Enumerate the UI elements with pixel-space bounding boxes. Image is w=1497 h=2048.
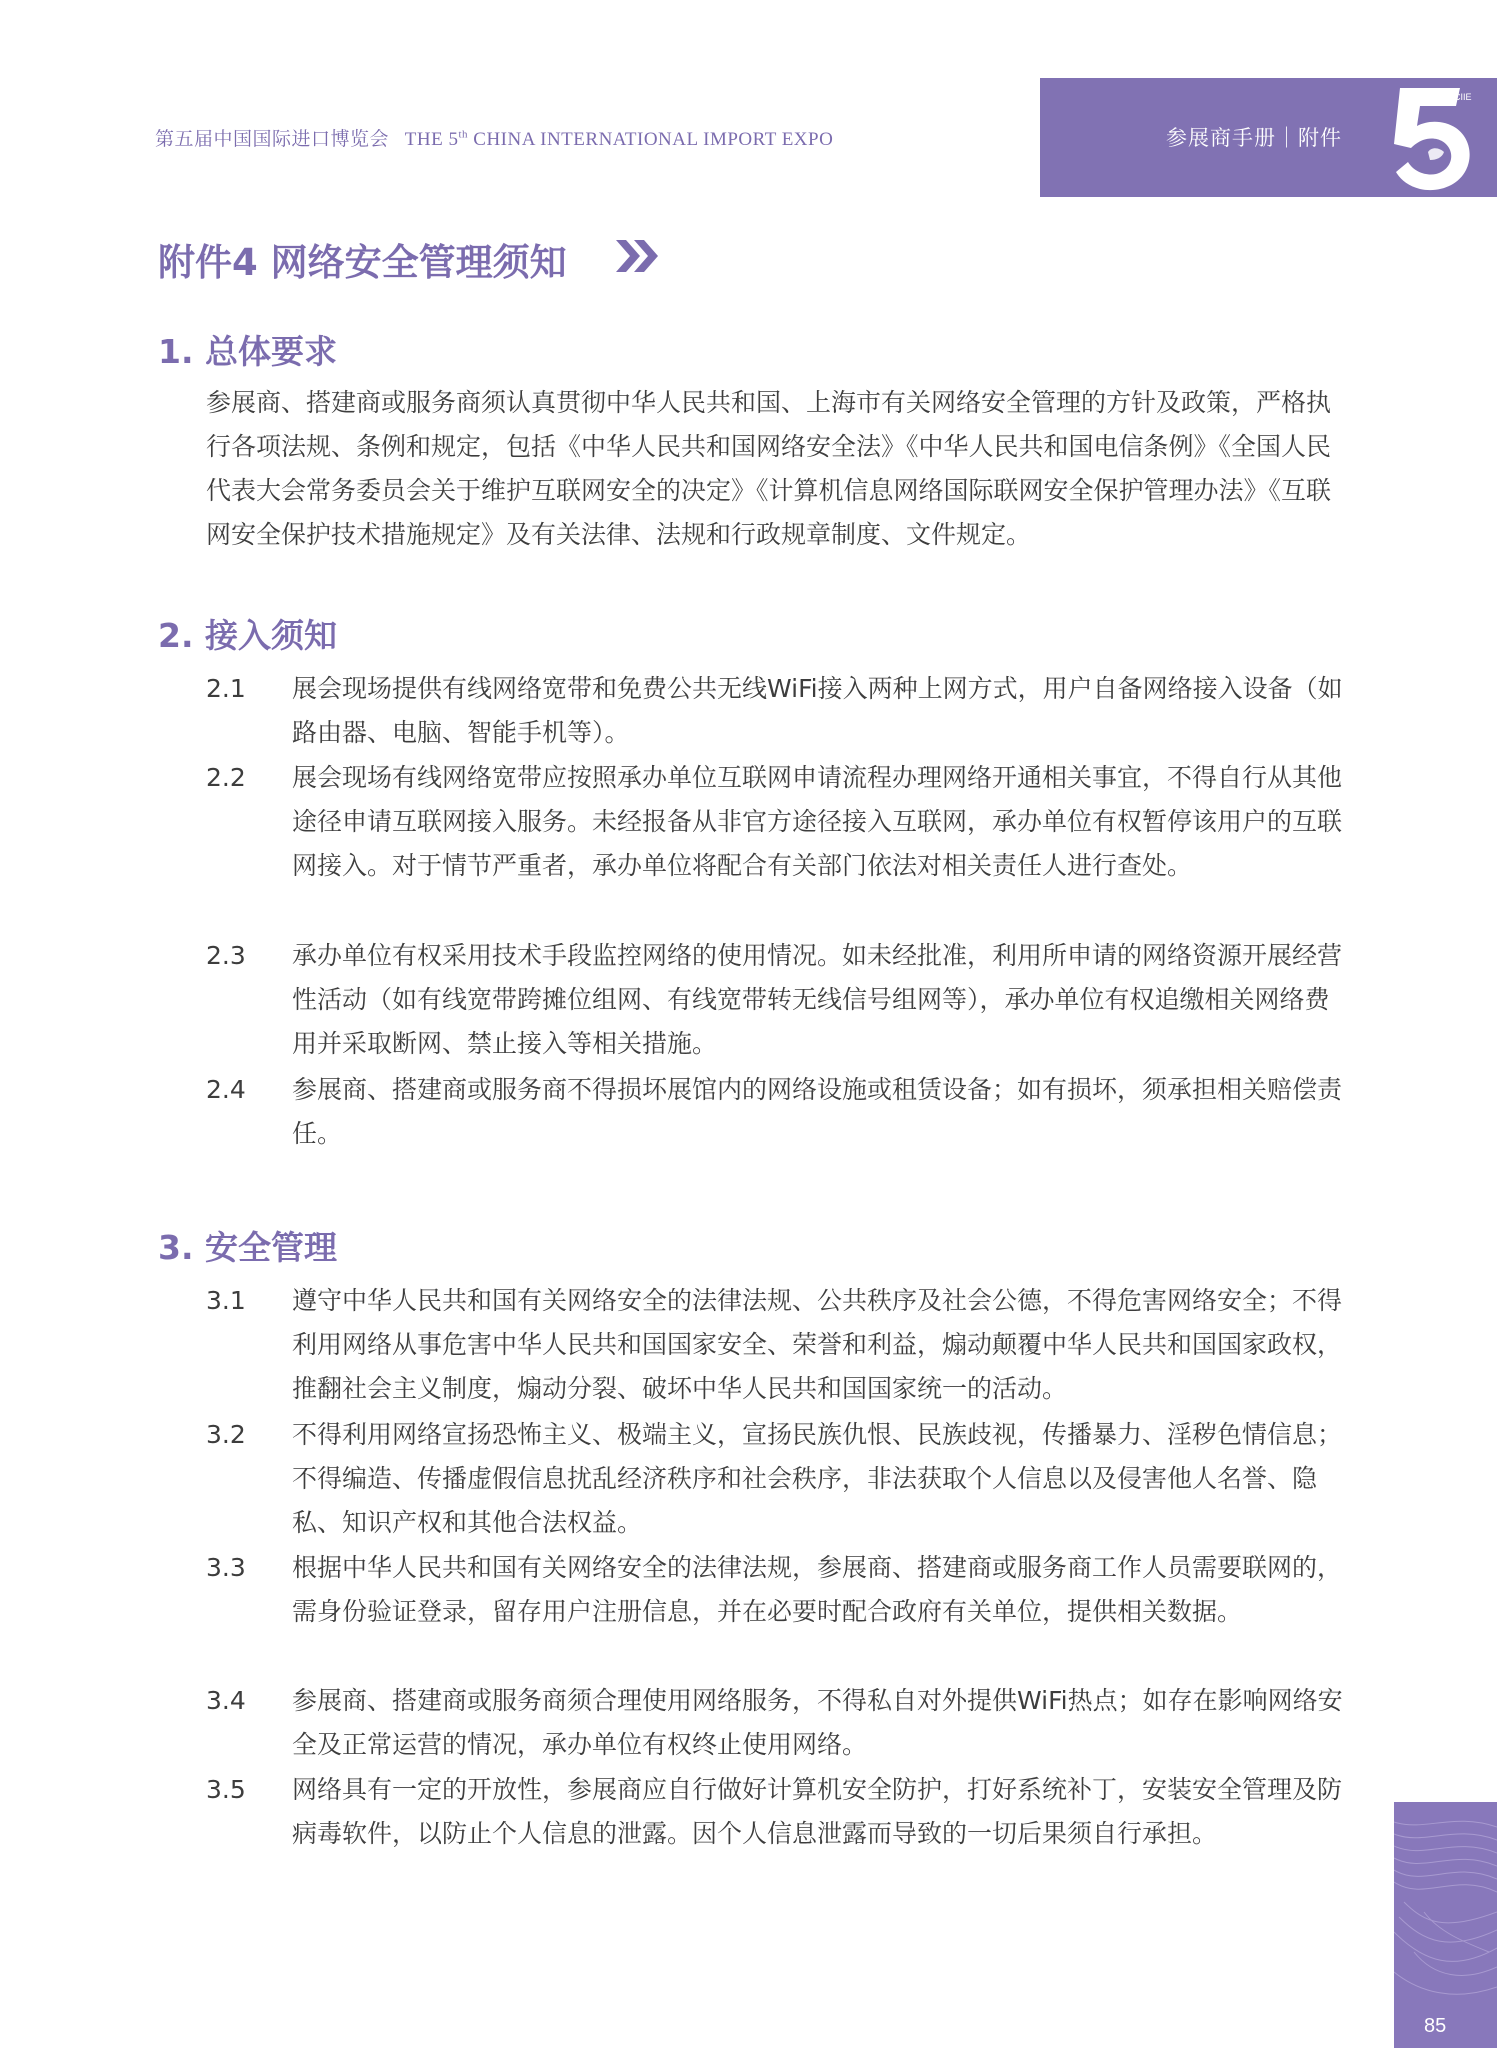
item-text: 遵守中华人民共和国有关网络安全的法律法规、公共秩序及社会公德，不得危害网络安全；不得利用网络从事危害中华人民共和国国家安全、荣誉和利益，煽动颠覆中华人民共和国国家政权，推翻社会主义制度，煽动分裂、破坏中华人民共和国国家统一的活动。 [292,1286,1343,1403]
list-item [206,667,1341,755]
item-number: 2.4 [206,1075,246,1104]
section-heading-security-management: 3. 安全管理 [158,1228,337,1267]
item-number: 3.3 [206,1553,246,1582]
list-item [206,1679,1341,1767]
ciie-5-logo-icon [1378,80,1497,196]
item-number: 2.1 [206,674,246,703]
header-band [1040,78,1497,197]
item-text: 参展商、搭建商或服务商须合理使用网络服务，不得私自对外提供WiFi热点；如存在影响网络安全及正常运营的情况，承办单位有权终止使用网络。 [292,1686,1343,1759]
list-item [206,934,1341,1066]
item-text: 根据中华人民共和国有关网络安全的法律法规，参展商、搭建商或服务商工作人员需要联网的，需身份验证登录，留存用户注册信息，并在必要时配合政府有关单位，提供相关数据。 [292,1553,1343,1626]
logo-text: CIIE [1454,92,1472,102]
list-item [206,1279,1341,1411]
corner-decoration [1394,1802,1497,2048]
item-text: 参展商、搭建商或服务商不得损坏展馆内的网络设施或租赁设备；如有损坏，须承担相关赔偿责任。 [292,1075,1343,1148]
section-label: 参展商手册｜附件 [1166,126,1342,150]
line-pattern-icon [1394,1802,1497,2048]
list-item [206,1768,1341,1856]
item-text: 不得利用网络宣扬恐怖主义、极端主义，宣扬民族仇恨、民族歧视，传播暴力、淫秽色情信息；不得编造、传播虚假信息扰乱经济秩序和社会秩序，非法获取个人信息以及侵害他人名誉、隐私、知识产权和其他合法权益。 [292,1420,1343,1537]
page-title: 附件4 网络安全管理须知 [158,241,567,284]
expo-name-cn: 第五届中国国际进口博览会 [155,129,390,150]
item-number: 3.4 [206,1686,246,1715]
item-text: 展会现场有线网络宽带应按照承办单位互联网申请流程办理网络开通相关事宜，不得自行从其他途径申请互联网接入服务。未经报备从非官方途径接入互联网，承办单位有权暂停该用户的互联网接入。对于情节严重者，承办单位将配合有关部门依法对相关责任人进行查处。 [292,763,1343,880]
item-text: 网络具有一定的开放性，参展商应自行做好计算机安全防护，打好系统补丁，安装安全管理及防病毒软件，以防止个人信息的泄露。因个人信息泄露而导致的一切后果须自行承担。 [292,1775,1343,1848]
list-item [206,756,1341,888]
general-requirements-paragraph: 参展商、搭建商或服务商须认真贯彻中华人民共和国、上海市有关网络安全管理的方针及政策，严格执行各项法规、条例和规定，包括《中华人民共和国网络安全法》《中华人民共和国电信条例》《全国人民代表大会常务委员会关于维护互联网安全的决定》《计算机信息网络国际联网安全保护管理办法》《互联网安全保护技术措施规定》及有关法律、法规和行政规章制度、文件规定。 [206,388,1332,549]
list-item [206,1068,1341,1156]
list-item [206,1413,1341,1545]
section-heading-access-notice: 2. 接入须知 [158,616,337,655]
list-item [206,1546,1341,1634]
item-text: 展会现场提供有线网络宽带和免费公共无线WiFi接入两种上网方式，用户自备网络接入设备（如路由器、电脑、智能手机等）。 [292,674,1343,747]
expo-header [155,124,833,151]
item-number: 3.5 [206,1775,246,1804]
page-number: 85 [1424,2015,1447,2037]
item-text: 承办单位有权采用技术手段监控网络的使用情况。如未经批准，利用所申请的网络资源开展经营性活动（如有线宽带跨摊位组网、有线宽带转无线信号组网等），承办单位有权追缴相关网络费用并采取断网、禁止接入等相关措施。 [292,941,1343,1058]
item-number: 3.2 [206,1420,246,1449]
expo-name-en: THE 5th CHINA INTERNATIONAL IMPORT EXPO [404,128,834,150]
double-chevron-right-icon [614,236,662,276]
item-number: 2.3 [206,941,246,970]
item-number: 3.1 [206,1286,246,1315]
item-number: 2.2 [206,763,246,792]
section-heading-general-requirements: 1. 总体要求 [158,332,337,371]
